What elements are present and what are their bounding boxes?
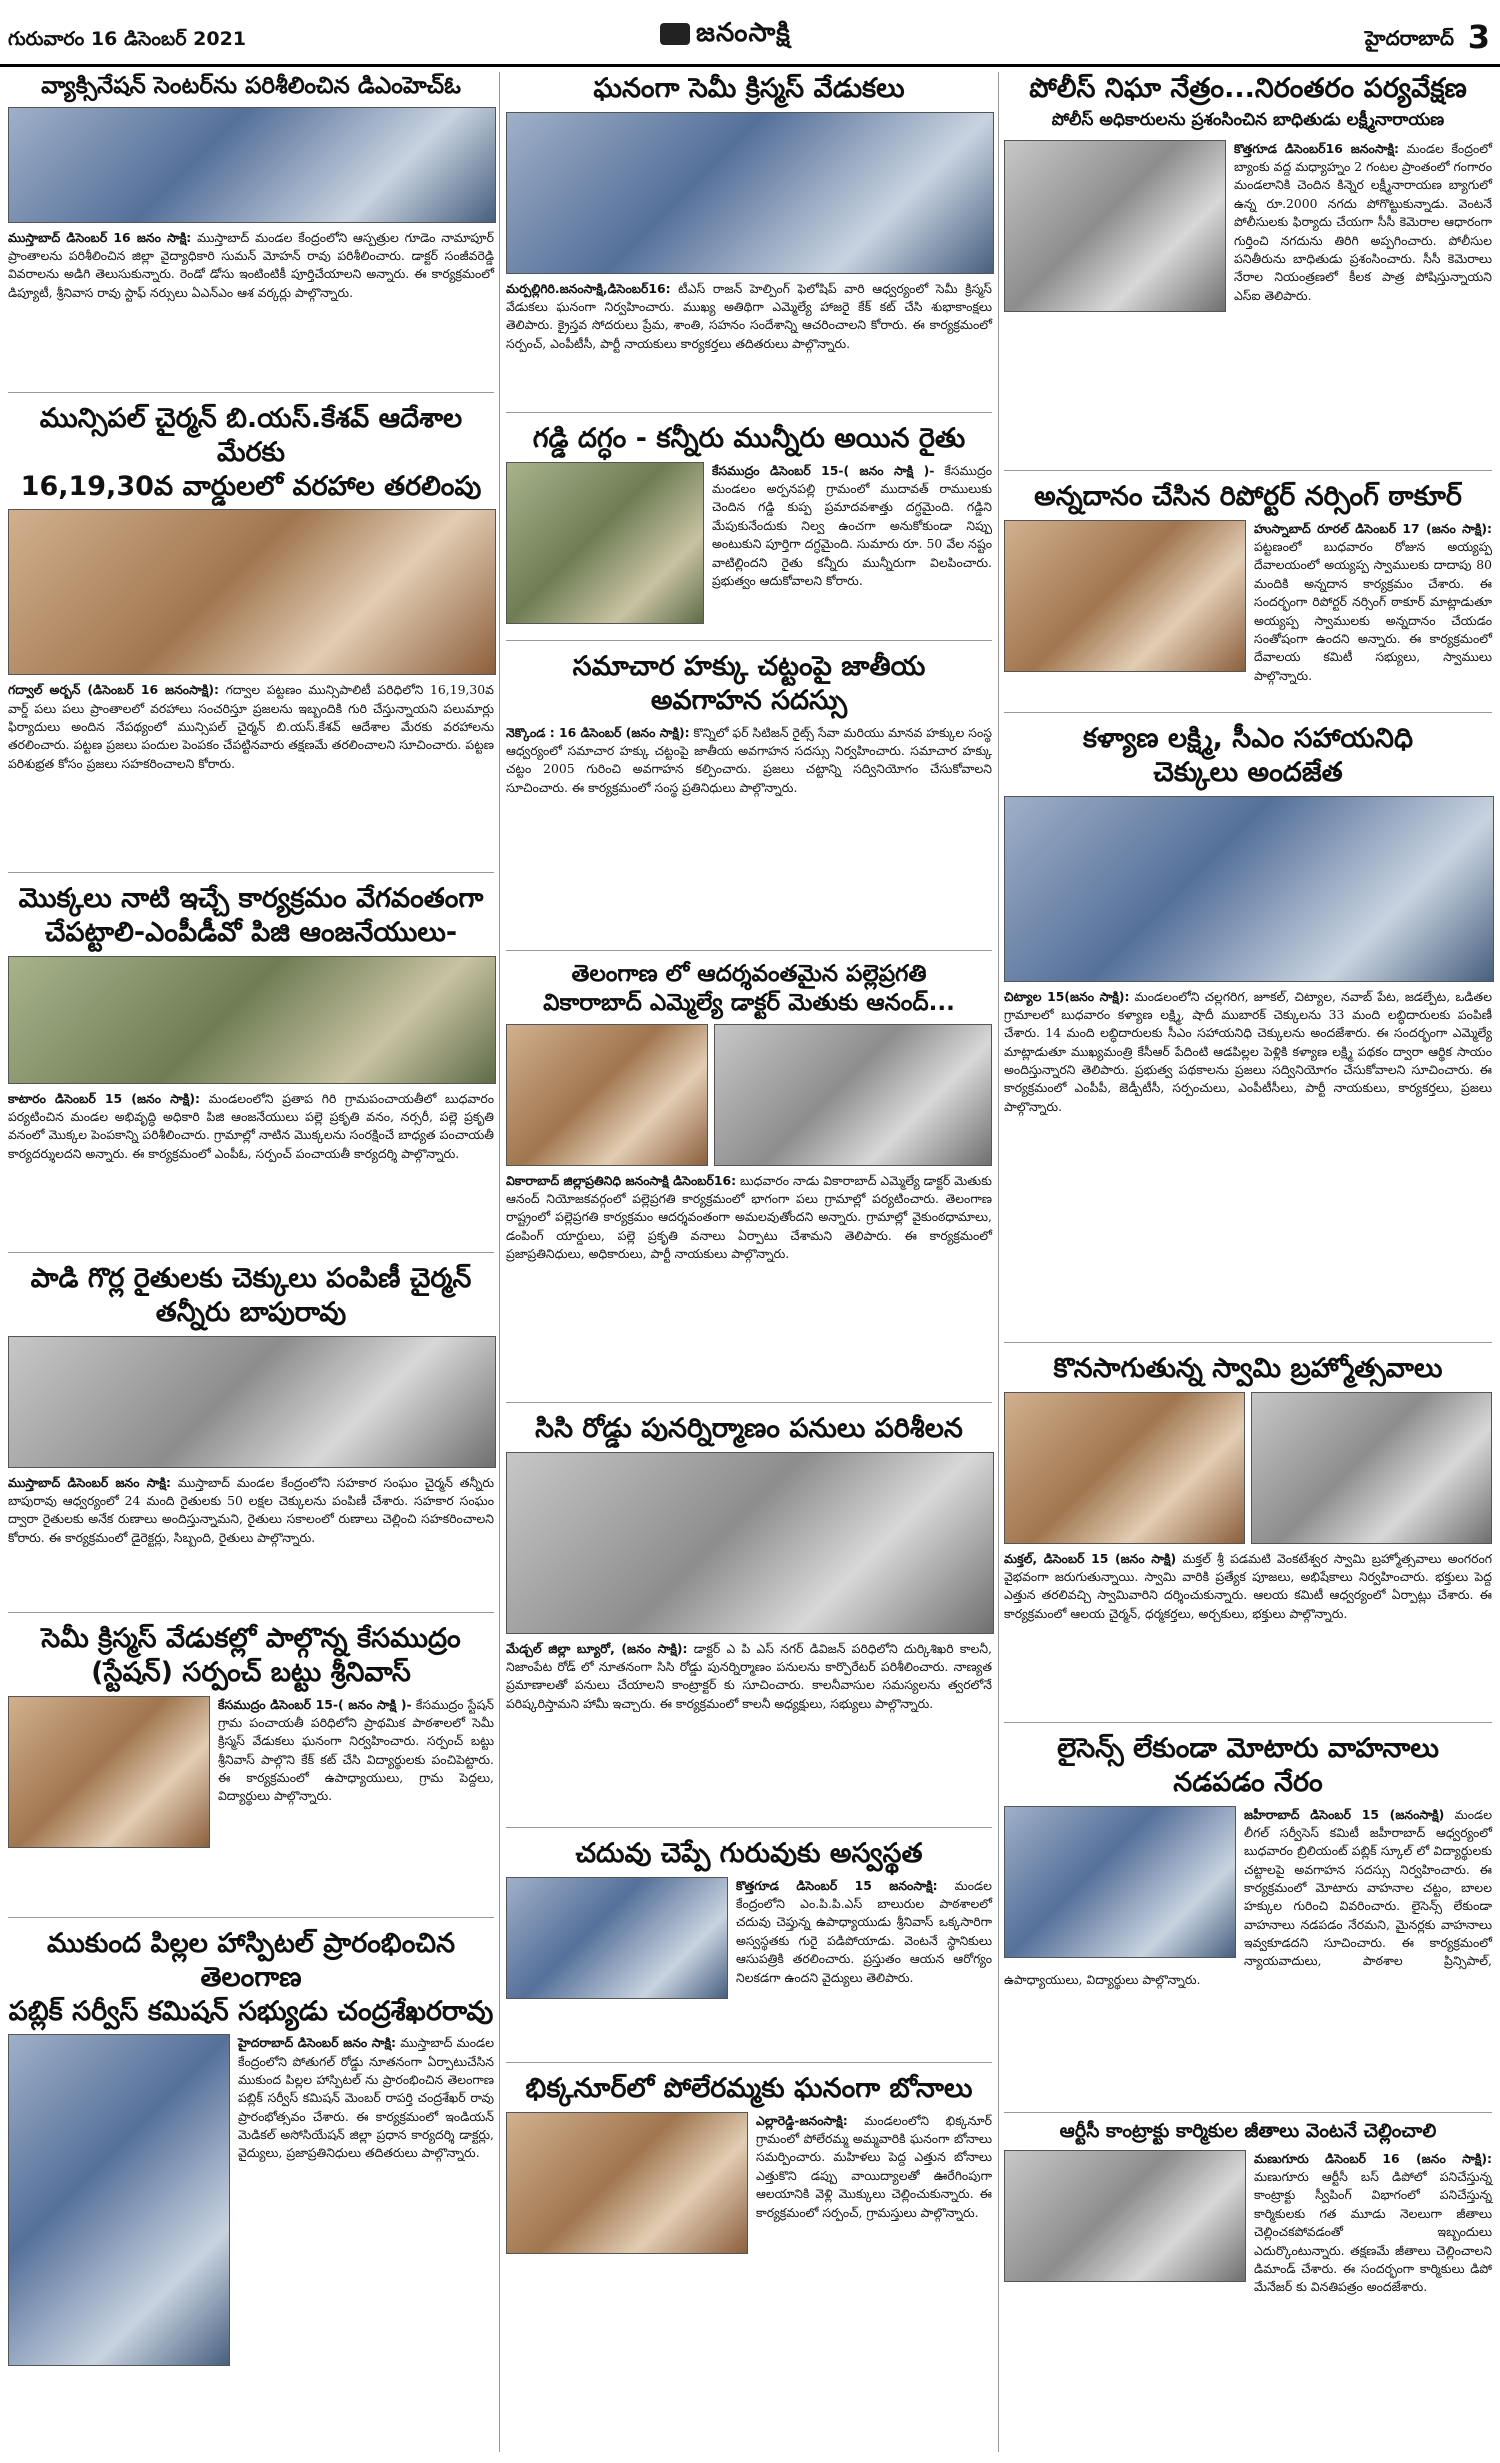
headline: సమాచార హక్కు చట్టంపై జాతీయ — [572, 651, 926, 682]
article-photo — [714, 1024, 992, 1166]
article-hospital — [8, 1927, 494, 2370]
headline: గడ్డి దగ్ధం - కన్నీరు మున్నీరు అయిన రైతు — [532, 423, 966, 454]
article-body — [8, 1474, 494, 1547]
article-dairy — [8, 1262, 494, 1547]
article-photo — [8, 509, 496, 675]
divider — [506, 950, 992, 951]
article-photo — [506, 2112, 748, 2254]
page-number: 3 — [1467, 18, 1490, 56]
divider — [8, 1612, 494, 1613]
article-text: కేసముద్రం స్టేషన్ గ్రామ పంచాయతీ పరిధిలోని ప్రాథమిక పాఠశాలలో సెమీ క్రిస్మస్ వేడుకలు ఘనంగా నిర్వహించారు. సర్పంచ్ బట్టు శ్రీనివాస్ పాల్గొని కేక్ కట్ చేసి విద్యార్థులకు పంచిపెట్టారు. ఈ కార్యక్రమంలో ఉపాధ్యాయులు, గ్రామ పెద్దలు, విద్యార్థులు పాల్గొన్నారు. — [218, 1696, 494, 1804]
divider — [1004, 1342, 1492, 1343]
article-text: ముస్తాబాద్ మండల కేంద్రంలోని ఆస్పత్రుల గూడెం నామాపూర్ ప్రాంతాలను పరిశీలించిన జిల్లా వైద్యాధికారి సుమన్ మోహన్ రావు పరిశీలించారు. డాక్టర్ సంజీవరెడ్డి వివరాలను అడిగి తెలుసుకున్నారు. రెండో డోసు ఇంటింటికీ పూర్తిచేయాలని అన్నారు. ఈ కార్యక్రమంలో డిప్యూటీ, శ్రీనివాస రావు స్టాఫ్ నర్సులు ఏఎన్ఎం ఆశ వర్కర్లు పాల్గొన్నారు. — [8, 229, 494, 300]
article-text: మండలంలోని భిక్కనూర్ గ్రామంలో పోలేరమ్మ అమ్మవారికి ఘనంగా బోనాలు సమర్పించారు. మహిళలు పెద్ద ఎత్తున బోనాలు ఎత్తుకొని డప్పు వాయిద్యాలతో ఊరేగింపుగా ఆలయానికి వెళ్లి మొక్కులు చెల్లించుకున్నారు. ఈ కార్యక్రమంలో సర్పంచ్, గ్రామస్తులు పాల్గొన్నారు. — [756, 2112, 992, 2220]
divider — [1004, 470, 1492, 471]
headline: తెలంగాణ లో ఆదర్శవంతమైన పల్లెప్రగతి — [571, 961, 927, 987]
dateline: మర్పల్లిగిరి.జనంసాక్షి,డిసెంబర్16: — [506, 280, 671, 296]
article-palle — [506, 960, 992, 1263]
article-christmas-village — [8, 1622, 494, 1852]
headline: ఘనంగా సెమీ క్రిస్మస్ వేడుకలు — [593, 73, 905, 104]
headline: పాడి గొర్ల రైతులకు చెక్కులు పంపిణీ చైర్మన్ — [30, 1263, 472, 1294]
dateline: ఎల్లారెడ్డి-జనంసాక్షి: — [756, 2112, 848, 2128]
headline-line-2: నడపడం నేరం — [1173, 1766, 1323, 1798]
column-3 — [1004, 72, 1492, 2452]
divider — [506, 1827, 992, 1828]
newspaper-logo — [660, 18, 791, 54]
article-photo — [8, 956, 496, 1084]
headline: అన్నదానం చేసిన రిపోర్టర్ నర్సింగ్ ఠాకూర్ — [1034, 481, 1462, 512]
headline: మొక్కలు నాటి ఇచ్చే కార్యక్రమం వేగవంతంగా — [18, 883, 484, 914]
article-body — [506, 1172, 992, 1264]
dateline: గద్వాల్ అర్బన్ (డిసెంబర్ 16 జనంసాక్షి): — [8, 682, 219, 698]
article-text: మండల లీగల్ సర్వీసెస్ కమిటీ జహీరాబాద్ ఆధ్వర్యంలో బుధవారం బ్రిలియంట్ పబ్లిక్ స్కూల్ లో విద్యార్థులకు చట్టాలపై అవగాహన సదస్సు నిర్వహించారు. ఈ కార్యక్రమంలో మోటారు వాహనాల చట్టం, బాలల హక్కుల గురించి వివరించారు. లైసెన్స్ లేకుండా వాహనాలు నడపడం నేరమని, మైనర్లకు వాహనాలు ఇవ్వకూడదని సూచించారు. ఈ కార్యక్రమంలో న్యాయవాదులు, పాఠశాల ప్రిన్సిపాల్, ఉపాధ్యాయులు, విద్యార్థులు పాల్గొన్నారు. — [1004, 1806, 1492, 1987]
article-municipal — [8, 402, 494, 773]
divider — [8, 1252, 494, 1253]
dateline: ముస్తాబాద్ డిసెంబర్ జనం సాక్షి: — [8, 1474, 171, 1490]
divider — [506, 412, 992, 413]
divider — [506, 640, 992, 641]
article-photo — [1004, 796, 1494, 982]
article-teacher — [506, 1837, 992, 2003]
article-text: గద్వాల పట్టణం మున్సిపాలిటీ పరిధిలోని 16,19,30వ వార్డ్ పలు పలు ప్రాంతాలలో వరహాలు సంచరిస్తూ ప్రజలను ఇబ్బందికి గురి చేస్తున్నాయని పలుమార్లు ఫిర్యాదులు అందిన నేపథ్యంలో మున్సిపల్ చైర్మన్ బి.యస్.కేశవ్ ఆదేశాల మేరకు వరహాలను తరలించారు. పట్టణ ప్రజలు పందుల పెంపకం చేపట్టినవారు తక్షణమే తరలించాలని సూచించారు. పట్టణ పరిశుభ్రత కోసం ప్రజలు సహకరించాలని కోరారు. — [8, 682, 494, 771]
headline: మున్సిపల్ చైర్మన్ బి.యస్.కేశవ్ ఆదేశాల మేరకు — [39, 403, 463, 468]
article-text: మణుగూరు ఆర్టీసీ బస్ డిపోలో పనిచేస్తున్న కాంట్రాక్టు స్వీపింగ్ విభాగంలో పనిచేస్తున్న కార్మికులకు గత మూడు నెలలుగా జీతాలు చెల్లించకపోవడంతో ఇబ్బందులు ఎదుర్కొంటున్నారు. తక్షణమే జీతాలు చెల్లించాలని డిమాండ్ చేశారు. ఈ సందర్భంగా కార్మికులు డిపో మేనేజర్ కు వినతిపత్రం అందజేశారు. — [1254, 2169, 1492, 2295]
dateline: హైదరాబాద్ డిసెంబర్ జనం సాక్షి: — [238, 2035, 396, 2051]
article-photo — [506, 462, 704, 624]
headline: సెమీ క్రిస్మస్ వేడుకల్లో పాల్గొన్న కేసముద్రం — [41, 1623, 461, 1654]
dateline: కొత్తగూడ డిసెంబర్ 15 జనంసాక్షి: — [736, 1877, 938, 1893]
headline-line-2: చేపట్టాలి-ఎంపీడీవో పిజి ఆంజనేయులు- — [44, 916, 458, 948]
article-body — [506, 1640, 992, 1713]
article-text: బుధవారం నాడు వికారాబాద్ ఎమ్మెల్యే డాక్టర్ మెతుకు ఆనంద్ నియోజకవర్గంలో పల్లెప్రగతి కార్యక్రమంలో భాగంగా పలు గ్రామాల్లో పర్యటించారు. తెలంగాణ రాష్ట్రంలో పల్లెప్రగతి కార్యక్రమం ఆదర్శవంతంగా అమలవుతోందని అన్నారు. గ్రామాల్లో వైకుంఠధామాలు, డంపింగ్ యార్డులు, పల్లె ప్రకృతి వనాలు ఏర్పాటు చేశామని తెలిపారు. ఈ కార్యక్రమంలో ప్రజాప్రతినిధులు, అధికారులు, పార్టీ నాయకులు పాల్గొన్నారు. — [506, 1172, 992, 1261]
article-photo — [8, 2034, 230, 2366]
article-body — [1004, 1550, 1492, 1623]
logo-text: జనంసాక్షి — [696, 18, 791, 48]
masthead — [0, 0, 1500, 67]
article-body — [8, 1090, 494, 1163]
divider — [1004, 2112, 1492, 2113]
dateline: జహీరాబాద్ డిసెంబర్ 15 (జనంసాక్షి) — [1244, 1806, 1445, 1822]
article-photo — [8, 1696, 210, 1848]
article-body — [8, 229, 494, 302]
article-photo — [1004, 1806, 1236, 1958]
photo-pair — [1004, 1392, 1492, 1544]
article-body — [1004, 988, 1492, 1117]
column-divider — [998, 72, 999, 2452]
article-annadanam — [1004, 480, 1492, 685]
headline: భిక్కనూర్‌లో పోలేరమ్మకు ఘనంగా బోనాలు — [525, 2073, 973, 2104]
article-body — [506, 724, 992, 797]
logo-icon — [660, 23, 690, 45]
article-rti — [506, 650, 992, 797]
article-brahmotsavam — [1004, 1352, 1492, 1623]
headline: పోలీస్ నిఘా నేత్రం...నిరంతరం పర్యవేక్షణ — [1029, 73, 1467, 104]
headline-line-2: (స్టేషన్) సర్పంచ్ బట్టు శ్రీనివాస్ — [91, 1656, 411, 1688]
dateline: మక్తల్, డిసెంబర్ 15 (జనం సాక్షి) — [1004, 1550, 1177, 1566]
divider — [8, 872, 494, 873]
article-photo — [506, 1024, 708, 1166]
article-photo — [1251, 1392, 1492, 1544]
divider — [8, 1917, 494, 1918]
column-2 — [506, 72, 992, 2452]
dateline: నెక్కొండ : 16 డిసెంబర్ (జనం సాక్షి): — [506, 724, 690, 740]
article-text: ముస్తాబాద్ మండల కేంద్రంలోని పోతుగల్ రోడ్డు నూతనంగా ఏర్పాటుచేసిన ముకుంద పిల్లల హాస్పిటల్ ను ప్రారంభించిన తెలంగాణ పబ్లిక్ సర్వీస్ కమిషన్ మెంబర్ రాపర్తి చంద్రశేఖర్ రావు ప్రారంభోత్సవం చేశారు. ఈ కార్యక్రమంలో ఇండియన్ మెడికల్ అసోసియేషన్ జిల్లా ప్రధాన కార్యదర్శి డాక్టర్లు, వైద్యులు, ప్రజాప్రతినిధులు తదితరులు పాల్గొన్నారు. — [238, 2035, 494, 2161]
headline-line-2: తన్నీరు బాపురావు — [155, 1296, 347, 1328]
article-photo — [8, 1336, 496, 1468]
article-text: కేసముద్రం మండలం అర్పనపల్లి గ్రామంలో ముదావత్ రాములుకు చెందిన గడ్డి కుప్ప ప్రమాదవశాత్తు దగ్ధమైంది. గడ్డిని మేపుకునేందుకు నిల్వ ఉంచగా అనుకోకుండా నిప్పు అంటుకుని పూర్తిగా దగ్ధమైంది. సుమారు రూ. 50 వేల నష్టం వాటిల్లిందని రైతు కన్నీరు మున్నీరుగా విలపించారు. ప్రభుత్వం ఆదుకోవాలని కోరారు. — [712, 462, 992, 588]
article-kalyana — [1004, 722, 1492, 1116]
article-police — [1004, 72, 1492, 316]
divider — [8, 392, 494, 393]
article-text: మండలంలోని చల్లగరిగ, జూకల్, చిట్యాల, నవాబ్ పేట, జడల్పేట, ఒడితల గ్రామాలలో బుధవారం కళ్యాణ లక్ష్మి, షాదీ ముబారక్ చెక్కులను 33 మంది లబ్ధిదారులకు పంపిణీ చేశారు. 14 మంది లబ్ధిదారులకు సీఎం సహాయనిధి చెక్కులను అందజేశారు. ఈ సందర్భంగా ఎమ్మెల్యే మాట్లాడుతూ ముఖ్యమంత్రి కేసీఆర్ పేదింటి ఆడపిల్లల పెళ్లికి కళ్యాణ లక్ష్మి పథకం ద్వారా ఆర్థిక సాయం అందిస్తున్నారని తెలిపారు. ప్రభుత్వ పథకాలను ప్రజలు సద్వినియోగం చేసుకోవాలని సూచించారు. ఈ కార్యక్రమంలో ఎంపీపీ, జెడ్పీటీసీ, సర్పంచులు, ఎంపీటీసీలు, పార్టీ నాయకులు, కార్యకర్తలు, ప్రజలు పాల్గొన్నారు. — [1004, 988, 1492, 1114]
dateline: వికారాబాద్ జిల్లాప్రతినిధి జనంసాక్షి డిసెంబర్16: — [506, 1172, 737, 1188]
headline-line-2: అవగాహన సదస్సు — [650, 684, 848, 716]
article-text: మక్తల్ శ్రీ పడమటి వెంకటేశ్వర స్వామి బ్రహ్మోత్సవాలు అంగరంగ వైభవంగా జరుగుతున్నాయి. స్వామి వారికి ప్రత్యేక పూజలు, అభిషేకాలు నిర్వహించారు. భక్తులు పెద్ద ఎత్తున తరలివచ్చి స్వామివారిని దర్శించుకున్నారు. ఆలయ కమిటీ ఆధ్వర్యంలో ఏర్పాట్లు చేశారు. ఈ కార్యక్రమంలో ఆలయ చైర్మన్, ధర్మకర్తలు, అర్చకులు, భక్తులు పాల్గొన్నారు. — [1004, 1550, 1492, 1621]
article-text: మండలంలోని ప్రతాప గిరి గ్రామపంచాయతీలో బుధవారం పర్యటించిన మండల అభివృద్ధి అధికారి పిజి ఆంజనేయులు పల్లె ప్రకృతి వనం, నర్సరీ, పల్లె ప్రకృతి వనంలో మొక్కల పెంపకాన్ని పరిశీలించారు. గ్రామాల్లో నాటిన మొక్కలను సంరక్షించే బాధ్యత పంచాయతీ కార్యదర్శులదని అన్నారు. ఈ కార్యక్రమంలో ఎంపీఓ, సర్పంచ్ పంచాయతీ కార్యదర్శి పాల్గొన్నారు. — [8, 1090, 494, 1161]
article-text: డాక్టర్ ఎ పి ఎస్ నగర్ డివిజన్ పరిధిలోని దుర్కిశిఖరి కాలనీ, నిజాంపేట రోడ్ లో నూతనంగా సిసి రోడ్డు పునర్నిర్మాణం పనులను కార్పొరేటర్ పరిశీలించారు. నాణ్యత ప్రమాణాలతో పనులు చేయాలని కాంట్రాక్టర్ కు సూచించారు. కాలనీవాసుల సమస్యలను త్వరలోనే పరిష్కరిస్తామని హామీ ఇచ్చారు. ఈ కార్యక్రమంలో కాలనీ అధ్యక్షులు, సభ్యులు పాల్గొన్నారు. — [506, 1640, 992, 1711]
article-photo — [1004, 520, 1246, 672]
headline: ఆర్టీసీ కాంట్రాక్టు కార్మికుల జీతాలు వెంటనే చెల్లించాలి — [1059, 2120, 1437, 2142]
headline-line-2: 16,19,30వ వార్డులలో వరహాల తరలింపు — [20, 470, 482, 502]
headline: ముకుంద పిల్లల హాస్పిటల్ ప్రారంభించిన తెలంగాణ — [46, 1928, 456, 1993]
article-text: మండల కేంద్రంలో బ్యాంకు వద్ద మధ్యాహ్నం 2 గంటల ప్రాంతంలో గంగారం మండలానికి చెందిన కిన్నెర లక్ష్మీనారాయణ బ్యాగులో ఉన్న రూ.2000 నగదు పోగొట్టుకున్నాడు. వెంటనే పోలీసులకు ఫిర్యాదు చేయగా సీసీ కెమెరాల ఆధారంగా గుర్తించి నగదును తిరిగి అప్పగించారు. పోలీసుల పనితీరును బాధితుడు ప్రశంసించారు. సీసీ కెమెరాలు నేరాల నియంత్రణలో కీలక పాత్ర పోషిస్తున్నాయని ఎస్ఐ తెలిపారు. — [1234, 140, 1492, 303]
article-text: టీఎస్ రాజన్ హెల్పింగ్ ఫెలోషిప్ వారి ఆధ్వర్యంలో సెమీ క్రిస్మస్ వేడుకలు ఘనంగా నిర్వహించారు. ముఖ్య అతిథిగా ఎమ్మెల్యే హాజరై కేక్ కట్ చేసి శుభాకాంక్షలు తెలిపారు. క్రైస్తవ సోదరులు ప్రేమ, శాంతి, సహనం సందేశాన్ని ఆచరించాలని కోరారు. ఈ కార్యక్రమంలో సర్పంచ్, ఎంపీటీసీ, పార్టీ నాయకులు కార్యకర్తలు తదితరులు పాల్గొన్నారు. — [506, 280, 992, 351]
article-text: ముస్తాబాద్ మండల కేంద్రంలోని సహకార సంఘం చైర్మన్ తన్నీరు బాపురావు ఆధ్వర్యంలో 24 మంది రైతులకు 50 లక్షల చెక్కులను పంపిణీ చేశారు. సహకార సంఘం ద్వారా రైతులకు అనేక రుణాలు అందిస్తున్నామని, రైతులు సకాలంలో రుణాలు చెల్లించి సహకరించాలని కోరారు. ఈ కార్యక్రమంలో డైరెక్టర్లు, సిబ్బంది, రైతులు పాల్గొన్నారు. — [8, 1474, 494, 1545]
dateline: మేడ్చల్ జిల్లా బ్యూరో, (జనం సాక్షి): — [506, 1640, 688, 1656]
article-photo — [1004, 1392, 1245, 1544]
article-text: పట్టణంలో బుధవారం రోజున అయ్యప్ప దేవాలయంలో అయ్యప్ప స్వాములకు దాదాపు 80 మందికి అన్నదాన కార్యక్రమం చేశారు. ఈ సందర్భంగా రిపోర్టర్ నర్సింగ్ ఠాకూర్ మాట్లాడుతూ అయ్యప్ప స్వాములకు అన్నదానం చేయడం సంతోషంగా ఉందని అన్నారు. ఈ కార్యక్రమంలో దేవాలయ కమిటీ సభ్యులు, స్వాములు పాల్గొన్నారు. — [1254, 539, 1492, 683]
dateline: కాటారం డిసెంబర్ 15 (జనం సాక్షి): — [8, 1090, 200, 1106]
column-1 — [8, 72, 494, 2452]
article-plants — [8, 882, 494, 1163]
dateline: మణుగూరు డిసెంబర్ 16 (జనం సాక్షి): — [1254, 2150, 1492, 2166]
article-photo — [8, 107, 496, 223]
photo-pair — [506, 1024, 992, 1166]
article-vaccination — [8, 72, 494, 302]
article-text: కొన్నిలో ఫర్ సిటిజన్ రైట్స్ సేవా మరియు మానవ హక్కుల సంస్థ ఆధ్వర్యంలో సమాచార హక్కు చట్టంపై జాతీయ అవగాహన సదస్సు నిర్వహించారు. సమాచార హక్కు చట్టం 2005 గురించి అవగాహన కల్పించారు. ప్రజలు చట్టాన్ని సద్వినియోగం చేసుకోవాలని సూచించారు. ఈ కార్యక్రమంలో సంస్థ ప్రతినిధులు పాల్గొన్నారు. — [506, 724, 992, 795]
column-divider — [499, 72, 500, 2452]
article-photo — [1004, 140, 1226, 312]
article-cc-road — [506, 1412, 992, 1713]
article-rtc — [1004, 2120, 1492, 2297]
headline-line-2: చెక్కులు అందజేత — [1153, 756, 1343, 788]
dateline: చిట్యాల 15(జనం సాక్షి): — [1004, 988, 1130, 1004]
article-photo — [1004, 2150, 1246, 2282]
subheadline: పోలీస్ అధికారులను ప్రశంసించిన బాధితుడు లక్ష్మీనారాయణ — [1051, 109, 1445, 130]
article-farmer — [506, 422, 992, 628]
divider — [506, 2062, 992, 2063]
headline-line-2: వికారాబాద్ ఎమ్మెల్యే డాక్టర్ మెతుకు ఆనంద్... — [543, 989, 955, 1016]
article-body — [506, 280, 992, 353]
headline: కొనసాగుతున్న స్వామి బ్రహ్మోత్సవాలు — [1053, 1353, 1443, 1384]
article-photo — [506, 112, 994, 274]
article-license — [1004, 1732, 1492, 1989]
divider — [506, 1402, 992, 1403]
divider — [1004, 712, 1492, 713]
dateline: కొత్తగూడ డిసెంబర్16 జనంసాక్షి: — [1234, 140, 1400, 156]
dateline: కేసముద్రం డిసెంబర్ 15-( జనం సాక్షి )- — [712, 462, 935, 478]
article-body — [8, 681, 494, 773]
headline: వ్యాక్సినేషన్ సెంటర్‌ను పరిశీలించిన డిఎంహెచ్‌ఓ — [41, 73, 461, 99]
headline: లైసెన్స్ లేకుండా మోటారు వాహనాలు — [1057, 1733, 1439, 1764]
divider — [1004, 1722, 1492, 1723]
dateline: ముస్తాబాద్ డిసెంబర్ 16 జనం సాక్షి: — [8, 229, 192, 245]
article-photo — [506, 1452, 994, 1634]
headline: చదువు చెప్పే గురువుకు అస్వస్థత — [575, 1838, 923, 1869]
dateline: కేసముద్రం డిసెంబర్ 15-( జనం సాక్షి )- — [218, 1696, 412, 1712]
dateline: హుస్నాబాద్ రూరల్ డిసెంబర్ 17 (జనం సాక్షి): — [1254, 520, 1492, 536]
headline-line-2: పబ్లిక్ సర్వీస్ కమిషన్ సభ్యుడు చంద్రశేఖరరావు — [8, 1995, 494, 2027]
edition-city: హైదరాబాద్ — [1364, 26, 1454, 50]
article-semi-christmas — [506, 72, 992, 353]
article-bonalu — [506, 2072, 992, 2258]
article-photo — [506, 1877, 728, 1999]
headline: సిసి రోడ్డు పునర్నిర్మాణం పనులు పరిశీలన — [535, 1413, 963, 1444]
issue-date: గురువారం 16 డిసెంబర్ 2021 — [8, 28, 247, 50]
headline: కళ్యాణ లక్ష్మి, సీఎం సహాయనిధి — [1082, 723, 1414, 754]
article-text: మండల కేంద్రంలోని ఎం.పి.పి.ఎస్ బాలురుల పాఠశాలలో చదువు చెప్తున్న ఉపాధ్యాయుడు శ్రీనివాస్ ఒక్కసారిగా అస్వస్థతకు గురై పడిపోయాడు. వెంటనే స్థానికులు ఆసుపత్రికి తరలించారు. ప్రస్తుతం ఆయన ఆరోగ్యం నిలకడగా ఉందని వైద్యులు తెలిపారు. — [736, 1877, 992, 1985]
